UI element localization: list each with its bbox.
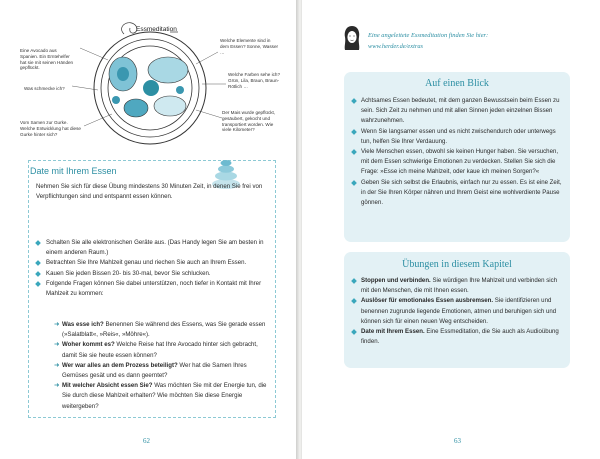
diamond-bullet-icon <box>351 98 357 104</box>
question-text: Benennen Sie während des Essens, was Sie gerade essen (»Salatblatt«, »Reis«, »Möhre«). <box>62 321 266 339</box>
list-item <box>36 258 272 268</box>
list-item <box>54 340 272 360</box>
arrow-bullet-icon: ➜ <box>54 361 60 369</box>
diamond-bullet-icon <box>35 240 41 246</box>
question-bold: Wer war alles an dem Prozess beteiligt? <box>62 361 178 369</box>
list-item <box>36 269 272 279</box>
list-item <box>352 178 564 209</box>
summary-list <box>352 96 564 208</box>
tip-box-title: Date mit Ihrem Essen <box>30 166 117 176</box>
annotation-elements: Welche Elemente sind in dem Essen? Sonne, Wasser … <box>220 38 279 55</box>
exercise-bold: Date mit Ihrem Essen. <box>361 328 425 336</box>
summary-box-title: Auf einen Blick <box>425 78 489 89</box>
question-text: Was möchten Sie mit der Energie tun, die Sie durch diese Mahlzeit erhalten? Wie möchten Sie diese Energie weitergeben? <box>62 382 267 410</box>
list-item <box>352 127 564 147</box>
step-text: Folgende Fragen können Sie dabei unterstützen, noch tiefer in Kontakt mit Ihrer Mahlzeit zu kommen: <box>46 279 262 298</box>
summary-text: Viele Menschen essen, obwohl sie keinen Hunger haben. Sie versuchen, mit dem Essen schwierige Emotionen zu verdecken. Stellen Sie sich die Frage: »Esse ich meine Mahlzeit, oder kaue ich meinen Sorgen?« <box>361 148 559 176</box>
annotation-cucumber: Vom Samen zur Gurke. Welche Entwicklung hat diese Gurke hinter sich? <box>20 120 81 137</box>
exercise-text: Sie würdigen Ihre Mahlzeit und verbinden sich mit den Menschen, die mit Ihnen essen. <box>361 277 558 295</box>
list-item <box>352 96 564 127</box>
annotation-corn: Der Mais wurde gepflückt, gesäubert, gekocht und transportiert worden. Wie viele Kilometer? <box>222 110 276 133</box>
question-bold: Mit welcher Absicht essen Sie? <box>62 382 153 390</box>
step-text: Betrachten Sie Ihre Mahlzeit genau und riechen Sie auch an Ihrem Essen. <box>46 259 247 267</box>
diamond-bullet-icon <box>35 281 41 287</box>
link-line-2[interactable]: www.herder.de/extras <box>368 43 424 50</box>
exercises-box-title: Übungen in diesem Kapitel <box>402 259 512 270</box>
list-item <box>54 381 272 412</box>
diamond-bullet-icon <box>351 299 357 305</box>
summary-text: Wenn Sie langsamer essen und es nicht zwischendurch oder unterwegs tun, helfen Sie Ihrer Verdauung. <box>361 127 556 145</box>
plate-illustration <box>20 8 282 156</box>
meditating-person-icon <box>342 24 362 52</box>
question-list <box>54 320 272 412</box>
diamond-bullet-icon <box>351 329 357 335</box>
link-line-1: Eine angeleitete Essmeditation finden Sie hier: <box>368 32 489 39</box>
annotation-avocado: Eine Avocado aus Spanien. Ein Erntehelfer hat sie mit seinen Händen gepflückt. <box>20 48 74 71</box>
exercise-text: Eine Essmeditation, die Sie auch als Audioübung finden. <box>361 328 559 346</box>
summary-text: Geben Sie sich selbst die Erlaubnis, einfach nur zu essen. Es ist eine Zeit, in der Sie Ihren Körper nähren und Ihrem Geist eine wohlverdiente Pause gönnen. <box>361 178 562 207</box>
audio-link-text[interactable] <box>368 30 488 52</box>
list-item <box>352 296 564 327</box>
list-item <box>36 238 272 258</box>
list-item <box>54 361 272 381</box>
illustration-title: Essmeditation <box>136 26 177 33</box>
diamond-bullet-icon <box>351 149 357 155</box>
step-list <box>36 238 272 299</box>
step-text: Schalten Sie alle elektronischen Geräte aus. (Das Handy legen Sie am besten in einem anderen Raum.) <box>46 239 264 257</box>
question-bold: Was esse ich? <box>62 321 104 328</box>
annotation-taste: Was schmecke ich? <box>24 86 65 91</box>
exercise-text: Sie identifizieren und benennen zugrunde liegende Emotionen, atmen und beruhigen sich und können sich für einen neuen Weg entscheiden. <box>361 297 557 325</box>
list-item <box>352 327 564 347</box>
exercise-bold: Auslöser für emotionales Essen ausbremsen. <box>361 297 494 305</box>
question-bold: Woher kommt es? <box>62 341 115 349</box>
exercises-list <box>352 276 564 347</box>
page-number-left: 62 <box>143 437 150 445</box>
list-item <box>54 320 272 340</box>
question-text: Wer hat die Samen Ihres Gemüses gesät und es dann geerntet? <box>62 361 247 380</box>
diamond-bullet-icon <box>35 261 41 267</box>
arrow-bullet-icon: ➜ <box>54 341 60 349</box>
list-item <box>352 276 564 296</box>
step-text: Kauen Sie jeden Bissen 20- bis 30-mal, bevor Sie schlucken. <box>46 269 211 277</box>
diamond-bullet-icon <box>35 271 41 277</box>
list-item <box>36 279 272 299</box>
arrow-bullet-icon: ➜ <box>54 321 60 328</box>
diamond-bullet-icon <box>351 278 357 284</box>
diamond-bullet-icon <box>351 129 357 135</box>
list-item <box>352 147 564 178</box>
tip-intro: Nehmen Sie sich für diese Übung mindestens 30 Minuten Zeit, in denen Sie frei von Verpflichtungen sind und entspannt essen können. <box>36 183 263 201</box>
arrow-bullet-icon: ➜ <box>54 382 60 390</box>
page-number-right: 63 <box>454 437 461 445</box>
left-page <box>0 0 298 459</box>
exercise-bold: Stoppen und verbinden. <box>361 277 431 284</box>
summary-text: Achtsames Essen bedeutet, mit dem ganzen Bewusstsein beim Essen zu sein. Sich Zeit zu nehmen und mit allen Sinnen jeden einzelnen Bissen wahrzunehmen. <box>361 97 560 125</box>
question-text: Welche Reise hat Ihre Avocado hinter sich gebracht, damit Sie sie heute essen können? <box>62 341 258 359</box>
annotation-colors: Welche Farben sehe ich? Grün, Lila, Braun, Braun-Rötlich … <box>228 72 281 89</box>
diamond-bullet-icon <box>351 180 357 186</box>
